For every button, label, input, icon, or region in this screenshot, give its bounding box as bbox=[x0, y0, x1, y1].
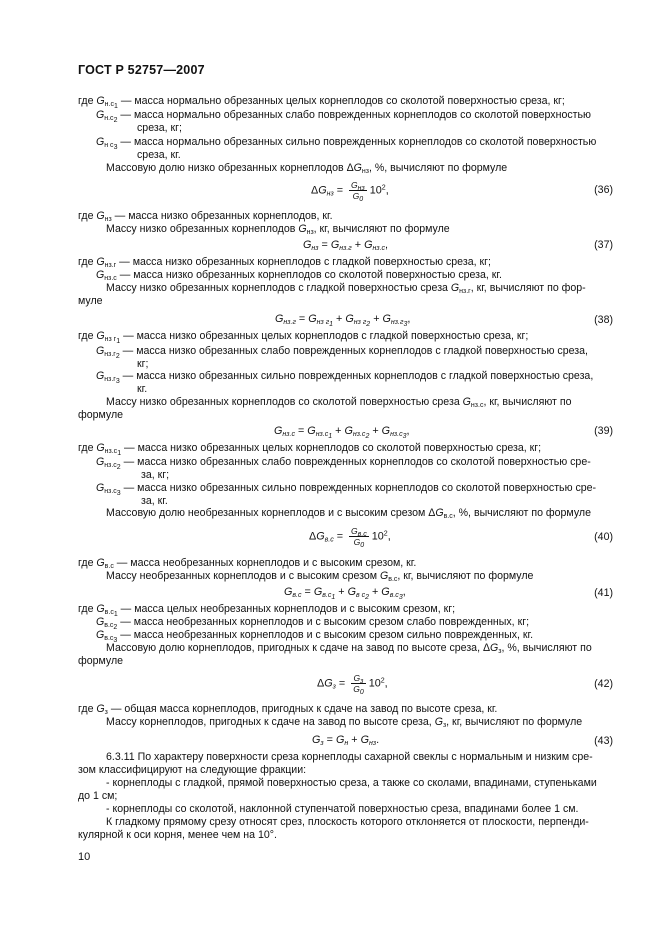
equation-number: (41) bbox=[594, 587, 613, 599]
text-line: Массовую долю низко обрезанных корнеплодов $\Delta G_{нз}$, %, вычисляют по формуле bbox=[106, 162, 508, 175]
text-line: кг; bbox=[137, 358, 149, 370]
equation-number: (39) bbox=[594, 425, 613, 437]
text-line: $G_{в.с_2}$ — масса необрезанных корнеплодов и с высоким срезом слабо поврежденных, кг; bbox=[96, 616, 530, 631]
text-line: $G_{нз.с_2}$ — масса низко обрезанных слабо поврежденных корнеплодов со сколотой поверхностью сре- bbox=[96, 456, 591, 471]
equation-number: (38) bbox=[594, 314, 613, 326]
formula-40: $\Delta G_{в.с}$ = $\frac{G_{в.с}}{G_0}$ $10^2$, bbox=[309, 526, 391, 549]
text-line: К гладкому прямому срезу относят срез, плоскость которого отклоняется от плоскости, перпенди- bbox=[106, 816, 589, 828]
text-line: за, кг; bbox=[141, 469, 170, 481]
text-line: за, кг. bbox=[141, 495, 168, 507]
text-line: где $G_{нз г_1}$ — масса низко обрезанных целых корнеплодов с гладкой поверхностью среза, кг; bbox=[78, 330, 529, 345]
text-line: где $G_{н.с_1}$ — масса нормально обрезанных целых корнеплодов со сколотой поверхностью среза, кг; bbox=[78, 95, 565, 110]
equation-number: (42) bbox=[594, 678, 613, 690]
text-line: муле bbox=[78, 295, 103, 307]
equation-number: (37) bbox=[594, 239, 613, 251]
formula-39: $G_{нз.с} = G_{нз.с_1} + G_{нз.с_2} + G_{нз.с_3}$, bbox=[274, 425, 410, 440]
formula-43: $G_з = G_н + G_{нз}$. bbox=[312, 734, 380, 747]
text-line: формуле bbox=[78, 655, 124, 667]
text-line: где $G_{в.с_1}$ — масса целых необрезанных корнеплодов и с высоким срезом, кг; bbox=[78, 603, 456, 618]
text-line: среза, кг. bbox=[137, 149, 181, 161]
text-line: Массовую долю необрезанных корнеплодов и с высоким срезом $\Delta G_{в.с}$, %, вычисляют по формуле bbox=[106, 507, 591, 520]
text-line: $G_{нз.г_3}$ — масса низко обрезанных сильно поврежденных корнеплодов с гладкой поверхностью среза, bbox=[96, 370, 594, 385]
text-line: Массу необрезанных корнеплодов и с высоким срезом $G_{в.с}$, кг, вычисляют по формуле bbox=[106, 570, 534, 583]
text-line: $G_{н.с_2}$ — масса нормально обрезанных слабо поврежденных корнеплодов со сколотой поверхностью bbox=[96, 109, 591, 124]
text-line: Массовую долю корнеплодов, пригодных к сдаче на завод по высоте среза, $\Delta G_з$, %, вычисляют по bbox=[106, 642, 592, 655]
text-line: $G_{нз.с_3}$ — масса низко обрезанных сильно поврежденных корнеплодов со сколотой поверхностью сре- bbox=[96, 482, 597, 497]
text-line: 6.3.11 По характеру поверхности среза корнеплоды сахарной свеклы с нормальным и низким сре- bbox=[106, 751, 593, 763]
text-line: где $G_з$ — общая масса корнеплодов, пригодных к сдаче на завод по высоте среза, кг. bbox=[78, 703, 498, 716]
formula-42: $\Delta G_з$ = $\frac{G_з}{G_0}$ $10^2$, bbox=[317, 673, 388, 696]
text-line: - корнеплоды с гладкой, прямой поверхностью среза, а также со сколами, впадинами, ступеньками bbox=[106, 777, 597, 789]
text-line: Массу низко обрезанных корнеплодов со сколотой поверхностью среза $G_{нз.с}$, кг, вычисляют по bbox=[106, 396, 572, 409]
page-number: 10 bbox=[78, 851, 91, 863]
text-line: Массу корнеплодов, пригодных к сдаче на завод по высоте среза, $G_з$, кг, вычисляют по формуле bbox=[106, 716, 583, 729]
text-line: $G_{нз.г_2}$ — масса низко обрезанных слабо поврежденных корнеплодов с гладкой поверхностью среза, bbox=[96, 345, 588, 360]
equation-number: (40) bbox=[594, 531, 613, 543]
text-line: где $G_{нз.г}$ — масса низко обрезанных корнеплодов с гладкой поверхностью среза, кг; bbox=[78, 256, 491, 269]
text-line: кулярной к оси корня, менее чем на 10°. bbox=[78, 829, 277, 841]
text-line: до 1 см; bbox=[78, 790, 118, 802]
formula-36: $\Delta G_{нз}$ = $\frac{G_{нз}}{G_0}$ $10^2$, bbox=[311, 180, 389, 203]
text-line: где $G_{нз}$ — масса низко обрезанных корнеплодов, кг. bbox=[78, 210, 333, 223]
text-line: формуле bbox=[78, 409, 124, 421]
page-header: ГОСТ Р 52757—2007 bbox=[78, 63, 205, 77]
text-line: Массу низко обрезанных корнеплодов $G_{нз}$, кг, вычисляют по формуле bbox=[106, 223, 450, 236]
formula-38: $G_{нз.г} = G_{нз г_1} + G_{нз г_2} + G_{нз.г_3}$, bbox=[275, 313, 411, 328]
equation-number: (43) bbox=[594, 735, 613, 747]
text-line: зом классифицируют на следующие фракции: bbox=[78, 764, 307, 776]
text-line: $G_{нз.с}$ — масса низко обрезанных корнеплодов со сколотой поверхностью среза, кг. bbox=[96, 269, 502, 282]
text-line: где $G_{в.с}$ — масса необрезанных корнеплодов и с высоким срезом, кг. bbox=[78, 557, 417, 570]
text-line: кг. bbox=[137, 383, 148, 395]
formula-37: $G_{нз} = G_{нз.г} + G_{нз.с}$, bbox=[303, 239, 389, 252]
text-line: Массу низко обрезанных корнеплодов с гладкой поверхностью среза $G_{нз.г}$, кг, вычисляют по фор- bbox=[106, 282, 586, 295]
text-line: среза, кг; bbox=[137, 122, 182, 134]
formula-41: $G_{в.с} = G_{в.с_1} + G_{в с_2} + G_{в.с_3}$, bbox=[284, 586, 406, 601]
text-line: где $G_{нз.с_1}$ — масса низко обрезанных целых корнеплодов со сколотой поверхностью среза, кг; bbox=[78, 442, 542, 457]
text-line: $G_{в.с_3}$ — масса необрезанных корнеплодов и с высоким срезом сильно поврежденных, кг. bbox=[96, 629, 534, 644]
text-line: $G_{н с_3}$ — масса нормально обрезанных сильно поврежденных корнеплодов со сколотой поверхностью bbox=[96, 136, 597, 151]
text-line: - корнеплоды со сколотой, наклонной ступенчатой поверхностью среза, впадинами более 1 см. bbox=[106, 803, 579, 815]
equation-number: (36) bbox=[594, 184, 613, 196]
